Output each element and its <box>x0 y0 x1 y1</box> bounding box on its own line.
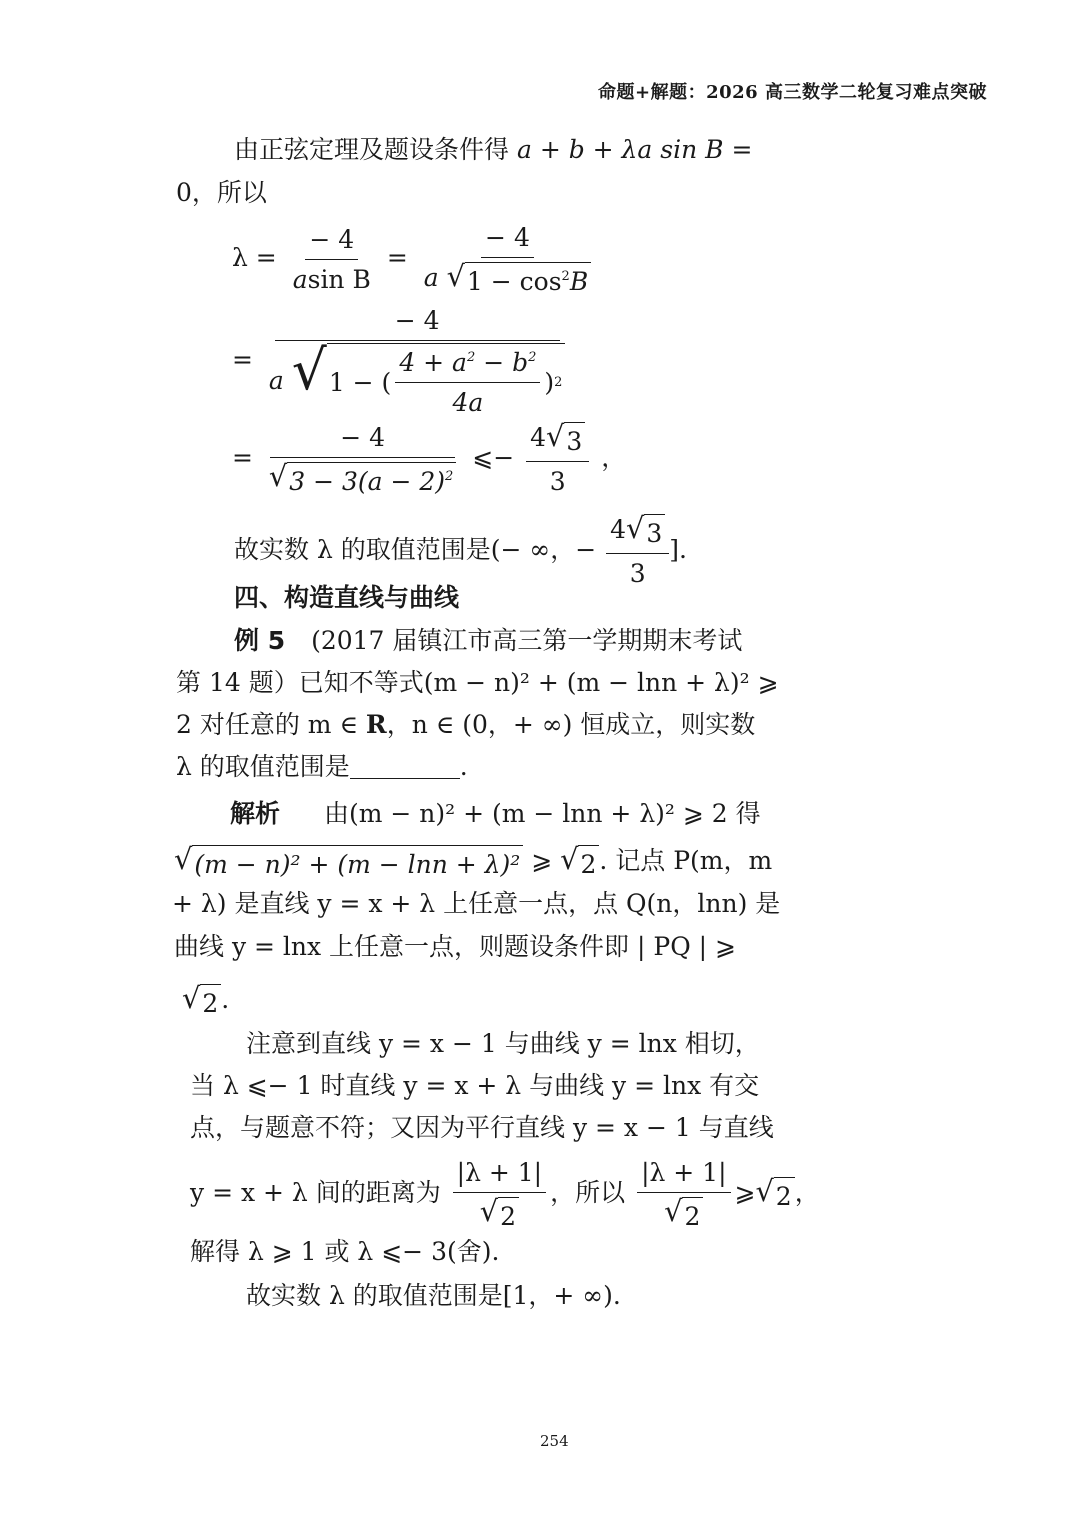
eq-lhs: λ = <box>232 243 277 272</box>
text-span: ，n ∈ (0，+ ∞) 恒成立，则实数 <box>386 710 756 739</box>
radical-sign: √ <box>268 459 288 493</box>
fraction <box>265 303 570 420</box>
example-line-4 <box>176 749 468 784</box>
equals-sign: = <box>232 345 253 374</box>
fraction-numerator: |λ + 1| <box>453 1155 546 1193</box>
var-a: a <box>423 263 439 292</box>
radicand: 2 <box>774 1177 795 1214</box>
text-span: 由正弦定理及题设条件得 <box>234 135 510 164</box>
inner-fraction <box>395 345 540 420</box>
text-span: ，所以 <box>550 1178 626 1207</box>
solution-line-2 <box>174 843 772 882</box>
le-sign: ⩽− <box>472 443 515 472</box>
para2-line-4 <box>190 1155 820 1234</box>
text-span: y = x + λ 间的距离为 <box>190 1178 441 1207</box>
ge-sign: ⩾ <box>523 846 561 875</box>
var-B: B <box>569 267 589 296</box>
fraction-numerator <box>606 512 669 554</box>
sqrt <box>174 842 523 882</box>
fraction-denominator <box>265 338 570 420</box>
sqrt <box>546 419 585 459</box>
radical-sign: √ <box>182 981 201 1015</box>
para2-line-3: 点，与题意不符；又因为平行直线 y = x − 1 与直线 <box>190 1113 774 1142</box>
para2-line-1: 注意到直线 y = x − 1 与曲线 y = lnx 相切， <box>246 1029 760 1058</box>
radicand: (m − n)² + (m − lnn + λ)² <box>192 845 523 882</box>
punct: . <box>221 985 230 1014</box>
radicand: 2 <box>200 984 221 1021</box>
num-coef: 4 <box>530 423 547 452</box>
inner-num-mid: − b <box>475 348 529 377</box>
text-span: . 记点 P(m，m <box>599 846 773 875</box>
radical-sign: √ <box>446 259 465 293</box>
sqrt <box>479 1194 519 1234</box>
math-span: a + b + λa sin B = <box>516 135 753 164</box>
var-a: a <box>292 265 308 294</box>
den-rest: sin B <box>307 265 371 294</box>
para2-line-2: 当 λ ⩽− 1 时直线 y = x + λ 与曲线 y = lnx 有交 <box>190 1071 760 1100</box>
radicand: 3 <box>564 422 585 459</box>
radical-sign: √ <box>291 338 327 402</box>
radicand-pre: 1 − ( <box>328 368 392 397</box>
sqrt: √ 1 − ( $\frac{4 + a^2 - b^2}{4a}$ ) 2 <box>292 343 566 420</box>
real-set-symbol: R <box>365 710 387 739</box>
radical-sign: √ <box>174 842 193 876</box>
num-coef: 4 <box>610 515 627 544</box>
exponent: 2 <box>466 350 476 365</box>
fraction-numerator: − 4 <box>305 222 358 260</box>
solution-line-3: + λ) 是直线 y = x + λ 上任意一点，点 Q(n，lnn) 是 <box>172 889 781 918</box>
fraction <box>420 220 595 299</box>
para2-line-5: 解得 λ ⩾ 1 或 λ ⩽− 3(舍). <box>190 1237 500 1266</box>
fraction-denominator: 3 <box>629 559 646 588</box>
radical-sign: √ <box>479 1194 499 1228</box>
inner-num-text: 4 + a <box>399 348 467 377</box>
fraction-denominator <box>660 1193 707 1234</box>
fraction <box>265 420 460 499</box>
sqrt <box>626 511 665 551</box>
punct: ， <box>601 443 627 472</box>
radicand <box>287 462 456 499</box>
var-a: a <box>268 366 284 395</box>
sqrt <box>268 459 456 499</box>
page-number: 254 <box>540 1432 569 1450</box>
solution-line-4: 曲线 y = lnx 上任意一点，则题设条件即 | PQ | ⩾ <box>174 932 736 961</box>
example-line-2: 第 14 题）已知不等式(m − n)² + (m − lnn + λ)² ⩾ <box>176 668 779 697</box>
inner-numerator <box>395 345 540 383</box>
equation-lambda-3 <box>232 420 626 499</box>
radicand-post: ) <box>544 368 555 397</box>
sqrt <box>446 259 592 299</box>
text-span: 由(m − n)² + (m − lnn + λ)² ⩾ 2 得 <box>323 799 761 828</box>
exponent: 2 <box>445 469 454 484</box>
radicand: 3 <box>644 514 665 551</box>
fraction-denominator <box>265 458 460 499</box>
equation-lambda-2 <box>232 303 573 420</box>
fraction-denominator <box>420 258 595 299</box>
text-span: (2017 届镇江市高三第一学期期末考试 <box>311 626 743 655</box>
fraction <box>526 420 589 499</box>
running-header: 命题+解题：2026 高三数学二轮复习难点突破 <box>598 82 987 103</box>
exponent: 2 <box>528 350 537 365</box>
line-so: 0，所以 <box>176 178 267 207</box>
punct: ， <box>794 1178 820 1207</box>
section-heading: 四、构造直线与曲线 <box>234 583 460 612</box>
text-span: λ 的取值范围是 <box>176 752 350 781</box>
line-law-of-sines <box>234 132 752 167</box>
solution-line-1 <box>230 796 761 831</box>
fraction-denominator <box>289 260 375 297</box>
solution-label: 解析 <box>230 799 281 828</box>
text-span: 故实数 λ 的取值范围是(− ∞，− <box>234 535 597 564</box>
exponent: 2 <box>561 269 570 284</box>
radicand: 1 − cos <box>466 267 562 296</box>
equation-lambda-1 <box>232 220 599 299</box>
sqrt <box>182 981 221 1021</box>
fraction-numerator: |λ + 1| <box>637 1155 730 1193</box>
punct: . <box>459 752 468 781</box>
equals-sign: = <box>232 443 253 472</box>
fraction <box>606 512 669 591</box>
radical-sign: √ <box>546 419 565 453</box>
radicand: 2 <box>498 1197 519 1234</box>
punct: ]. <box>669 535 687 564</box>
fraction-denominator <box>476 1193 523 1234</box>
fraction <box>289 222 375 297</box>
radicand: 2 <box>578 845 599 882</box>
example-label: 例 5 <box>234 626 286 655</box>
radical-sign: √ <box>560 842 579 876</box>
example-line-3 <box>176 707 755 742</box>
fraction-numerator <box>526 420 589 462</box>
fraction-numerator: − 4 <box>275 303 560 341</box>
radical-sign: √ <box>664 1194 683 1228</box>
para2-line-6: 故实数 λ 的取值范围是[1，+ ∞). <box>246 1281 621 1310</box>
answer-blank <box>350 756 460 779</box>
radical-sign: √ <box>626 511 645 545</box>
fraction <box>453 1155 546 1234</box>
example-line-1 <box>234 623 742 658</box>
fraction-denominator: 3 <box>549 467 566 496</box>
radicand-text: 3 − 3(a − 2) <box>289 467 446 496</box>
radical-sign: √ <box>755 1174 774 1208</box>
inner-denominator: 4a <box>452 388 484 417</box>
radicand: 2 <box>682 1197 703 1234</box>
sqrt <box>664 1194 703 1234</box>
text-span: 2 对任意的 m ∈ <box>176 710 366 739</box>
fraction <box>637 1155 730 1234</box>
ge-sign: ⩾ <box>734 1178 756 1207</box>
fraction-numerator: − 4 <box>481 220 534 258</box>
fraction-numerator: − 4 <box>270 420 455 458</box>
sqrt <box>755 1174 794 1214</box>
equals-sign: = <box>386 243 408 272</box>
solution-line-5 <box>182 982 229 1021</box>
sqrt <box>560 842 599 882</box>
